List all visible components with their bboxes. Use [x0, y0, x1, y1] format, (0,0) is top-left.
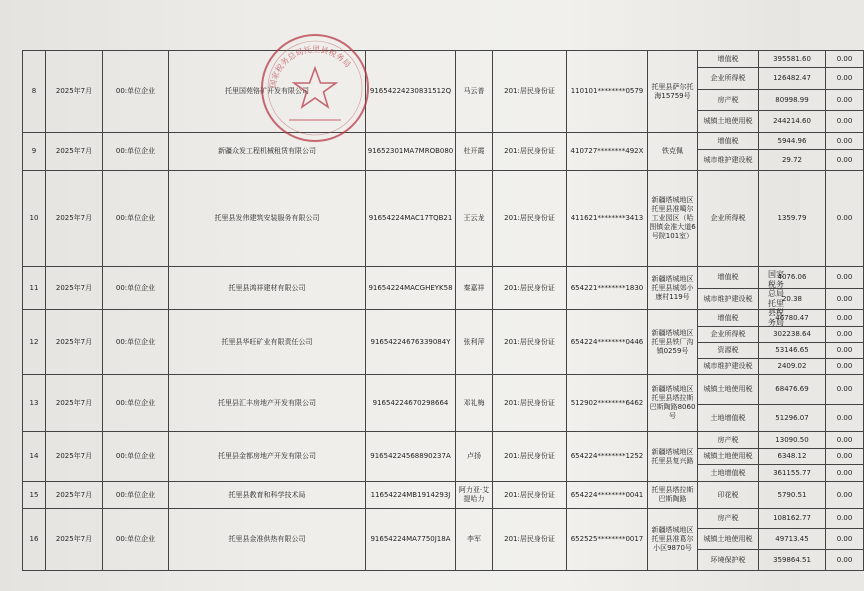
tax-type: 房产税: [698, 509, 759, 529]
extra-amount: 0.00: [826, 343, 864, 359]
taxpayer-type: 00:单位企业: [103, 133, 169, 171]
address: 铁克佩: [648, 133, 698, 171]
credit-code: 91654224670298664: [366, 375, 456, 432]
tax-amount: 2409.02: [759, 359, 826, 375]
company-name: 新疆众发工程机械租赁有限公司: [169, 133, 366, 171]
table-row: [23, 432, 864, 449]
tax-amount: 302238.64: [759, 327, 826, 343]
company-name: 托里县金准供热有限公司: [169, 509, 366, 571]
extra-amount: 0.00: [826, 550, 864, 571]
taxpayer-type: 00:单位企业: [103, 509, 169, 571]
id-number: 654224********0041: [567, 482, 648, 509]
taxpayer-type: 00:单位企业: [103, 375, 169, 432]
table-row: [23, 509, 864, 529]
table-row: [23, 375, 864, 405]
legal-person: 张利萍: [456, 310, 493, 375]
id-type: 201:居民身份证: [493, 171, 567, 267]
extra-amount: 0.00: [826, 449, 864, 465]
tax-type: 城市维护建设税: [698, 359, 759, 375]
id-type: 201:居民身份证: [493, 267, 567, 310]
address: 托里县塔拉斯巴斯陶路: [648, 482, 698, 509]
svg-text:国家税务总局托里县税务局: 国家税务总局托里县税务局: [268, 44, 353, 89]
tax-amount: 53146.65: [759, 343, 826, 359]
table-row: [23, 133, 864, 150]
tax-type: 印花税: [698, 482, 759, 509]
id-type: 201:居民身份证: [493, 375, 567, 432]
tax-type: 企业所得税: [698, 327, 759, 343]
extra-amount: 0.00: [826, 359, 864, 375]
address: 托里县萨尔托海15759号: [648, 51, 698, 133]
tax-type: 城镇土地使用税: [698, 111, 759, 133]
company-name: 托里县发伟建筑安装服务有限公司: [169, 171, 366, 267]
tax-type: 企业所得税: [698, 68, 759, 90]
row-number: 15: [23, 482, 46, 509]
taxpayer-type: 00:单位企业: [103, 51, 169, 133]
address: 新疆塔城地区托里县复兴路: [648, 432, 698, 482]
side-stamp-text: 国家税务总局托里县税务局: [768, 270, 784, 327]
credit-code: 91654224676339084Y: [366, 310, 456, 375]
tax-amount: 6348.12: [759, 449, 826, 465]
company-name: 托里国苑铬矿开发有限公司: [169, 51, 366, 133]
id-number: 654224********1252: [567, 432, 648, 482]
tax-amount: 29.72: [759, 150, 826, 171]
tax-type: 增值税: [698, 267, 759, 289]
id-type: 201:居民身份证: [493, 133, 567, 171]
id-number: 654221********1830: [567, 267, 648, 310]
tax-type: 增值税: [698, 51, 759, 68]
tax-type: 房产税: [698, 90, 759, 111]
extra-amount: 0.00: [826, 375, 864, 405]
extra-amount: 0.00: [826, 171, 864, 267]
tax-amount: 46780.47: [759, 310, 826, 327]
extra-amount: 0.00: [826, 432, 864, 449]
extra-amount: 0.00: [826, 68, 864, 90]
taxpayer-type: 00:单位企业: [103, 267, 169, 310]
table-row: [23, 171, 864, 267]
legal-person: 王云龙: [456, 171, 493, 267]
id-number: 654224********0446: [567, 310, 648, 375]
tax-amount: 49713.45: [759, 529, 826, 550]
taxpayer-type: 00:单位企业: [103, 310, 169, 375]
row-number: 13: [23, 375, 46, 432]
credit-code: 11654224MB1914293J: [366, 482, 456, 509]
tax-period: 2025年7月: [46, 310, 103, 375]
credit-code: 91654224MACGHEYK58: [366, 267, 456, 310]
tax-amount: 108162.77: [759, 509, 826, 529]
row-number: 10: [23, 171, 46, 267]
id-type: 201:居民身份证: [493, 310, 567, 375]
row-number: 16: [23, 509, 46, 571]
tax-type: 土地增值税: [698, 405, 759, 432]
extra-amount: 0.00: [826, 310, 864, 327]
tax-amount: 361155.77: [759, 465, 826, 482]
credit-code: 91654224568890237A: [366, 432, 456, 482]
tax-type: 增值税: [698, 310, 759, 327]
tax-period: 2025年7月: [46, 267, 103, 310]
tax-amount: 359864.51: [759, 550, 826, 571]
tax-amount: 1359.79: [759, 171, 826, 267]
legal-person: 马云普: [456, 51, 493, 133]
id-type: 201:居民身份证: [493, 482, 567, 509]
tax-period: 2025年7月: [46, 171, 103, 267]
extra-amount: 0.00: [826, 267, 864, 289]
id-number: 110101********0579: [567, 51, 648, 133]
address: 新疆塔城地区托里县准噶尔工业园区（哈图镇金准大道6号院101室）: [648, 171, 698, 267]
tax-amount: 244214.60: [759, 111, 826, 133]
id-number: 652525********0017: [567, 509, 648, 571]
legal-person: 邓礼梅: [456, 375, 493, 432]
tax-type: 土地增值税: [698, 465, 759, 482]
address: 新疆塔城地区托里县准葛尔小区9870号: [648, 509, 698, 571]
table-row: [23, 310, 864, 327]
legal-person: 杜开霞: [456, 133, 493, 171]
tax-amount: 126482.47: [759, 68, 826, 90]
address: 新疆塔城地区托里县城郊小康村119号: [648, 267, 698, 310]
extra-amount: 0.00: [826, 482, 864, 509]
extra-amount: 0.00: [826, 111, 864, 133]
taxpayer-type: 00:单位企业: [103, 482, 169, 509]
legal-person: 秦嘉祥: [456, 267, 493, 310]
id-type: 201:居民身份证: [493, 51, 567, 133]
address: 新疆塔城地区托里县塔拉斯巴斯陶路8060号: [648, 375, 698, 432]
tax-amount: 395581.60: [759, 51, 826, 68]
company-name: 托里县金都房地产开发有限公司: [169, 432, 366, 482]
tax-type: 环境保护税: [698, 550, 759, 571]
extra-amount: 0.00: [826, 289, 864, 310]
tax-period: 2025年7月: [46, 133, 103, 171]
taxpayer-type: 00:单位企业: [103, 171, 169, 267]
legal-person: 李军: [456, 509, 493, 571]
credit-code: 91654224230831512Q: [366, 51, 456, 133]
id-type: 201:居民身份证: [493, 509, 567, 571]
row-number: 14: [23, 432, 46, 482]
taxpayer-type: 00:单位企业: [103, 432, 169, 482]
tax-amount: 13090.50: [759, 432, 826, 449]
extra-amount: 0.00: [826, 90, 864, 111]
tax-period: 2025年7月: [46, 375, 103, 432]
tax-table-body: [23, 51, 864, 571]
extra-amount: 0.00: [826, 529, 864, 550]
tax-amount: 4076.06: [759, 267, 826, 289]
tax-amount: 80998.99: [759, 90, 826, 111]
tax-amount: 20.38: [759, 289, 826, 310]
company-name: 托里县鸿祥建材有限公司: [169, 267, 366, 310]
tax-period: 2025年7月: [46, 51, 103, 133]
row-number: 11: [23, 267, 46, 310]
tax-amount: 51296.07: [759, 405, 826, 432]
company-name: 托里县汇丰房地产开发有限公司: [169, 375, 366, 432]
legal-person: 卢扬: [456, 432, 493, 482]
id-number: 410727********492X: [567, 133, 648, 171]
company-name: 托里县教育和科学技术局: [169, 482, 366, 509]
id-type: 201:居民身份证: [493, 432, 567, 482]
extra-amount: 0.00: [826, 509, 864, 529]
credit-code: 91654224MAC17TQB21: [366, 171, 456, 267]
tax-type: 增值税: [698, 133, 759, 150]
credit-code: 91654224MA7750J18A: [366, 509, 456, 571]
extra-amount: 0.00: [826, 133, 864, 150]
tax-period: 2025年7月: [46, 432, 103, 482]
table-row: [23, 482, 864, 509]
extra-amount: 0.00: [826, 51, 864, 68]
id-number: 411621********3413: [567, 171, 648, 267]
row-number: 8: [23, 51, 46, 133]
company-name: 托里县华旺矿业有限责任公司: [169, 310, 366, 375]
tax-amount: 5790.51: [759, 482, 826, 509]
tax-type: 城镇土地使用税: [698, 449, 759, 465]
extra-amount: 0.00: [826, 405, 864, 432]
row-number: 9: [23, 133, 46, 171]
row-number: 12: [23, 310, 46, 375]
tax-type: 企业所得税: [698, 171, 759, 267]
credit-code: 91652301MA7MROB080: [366, 133, 456, 171]
tax-amount: 5944.96: [759, 133, 826, 150]
table-row: [23, 267, 864, 289]
extra-amount: 0.00: [826, 465, 864, 482]
tax-table: [22, 50, 864, 571]
tax-amount: 68476.69: [759, 375, 826, 405]
tax-type: 城市维护建设税: [698, 289, 759, 310]
tax-type: 城市维护建设税: [698, 150, 759, 171]
tax-type: 房产税: [698, 432, 759, 449]
tax-type: 资源税: [698, 343, 759, 359]
extra-amount: 0.00: [826, 327, 864, 343]
address: 新疆塔城地区托里县铁厂沟镇0259号: [648, 310, 698, 375]
extra-amount: 0.00: [826, 150, 864, 171]
id-number: 512902********6462: [567, 375, 648, 432]
tax-type: 城镇土地使用税: [698, 529, 759, 550]
legal-person: 阿力亚·艾提哈力: [456, 482, 493, 509]
tax-type: 城镇土地使用税: [698, 375, 759, 405]
tax-period: 2025年7月: [46, 509, 103, 571]
tax-period: 2025年7月: [46, 482, 103, 509]
table-row: [23, 51, 864, 68]
